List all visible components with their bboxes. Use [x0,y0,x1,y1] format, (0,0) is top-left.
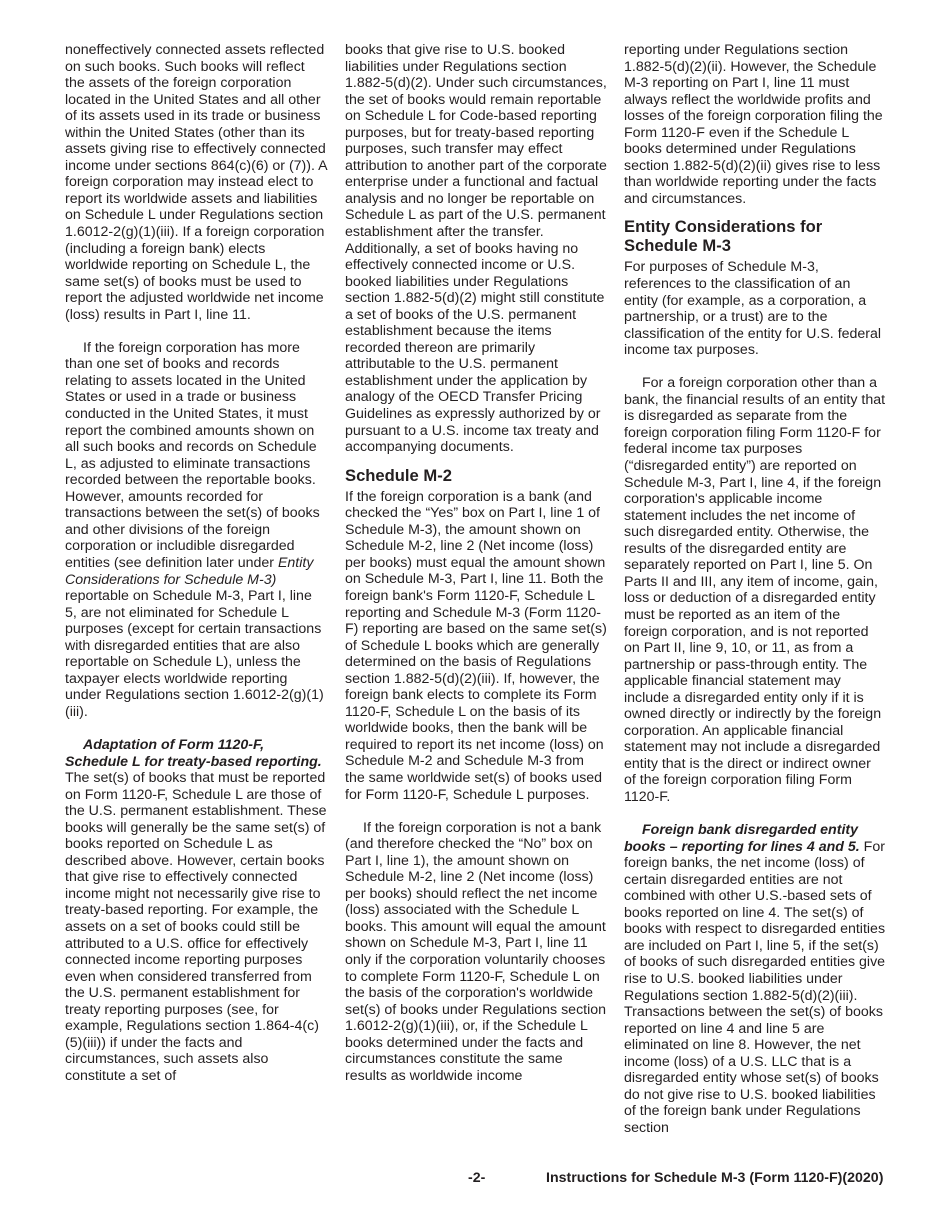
column-3 [624,42,886,1136]
paragraph [65,737,327,1084]
text-run: For foreign banks, the net income (loss) of certain disregarded entities are not combined with other U.S.-based sets of books reported on line 4. The set(s) of books with respect to disregarded entities are included on Part I, line 5, if the set(s) of books of such disregarded entities give rise to U.S. booked liabilities under Regulations section 1.882-5(d)(2)(iii). Transactions between the set(s) of books reported on line 4 and line 5 are eliminated on line 8. However, the net income (loss) of a U.S. LLC that is a disregarded entity whose set(s) of books do not give rise to U.S. booked liabilities of the foreign bank under Regulations section [624,838,886,1136]
paragraph [624,822,886,1136]
run-in-heading: Foreign bank disregarded entity books – reporting for lines 4 and 5. [624,822,860,855]
page-number: -2- [468,1170,486,1186]
column-2 [345,42,607,1084]
text-run: If the foreign corporation has more than one set of books and records relating to assets located in the United States or used in a trade or business conducted in the United States, it must report the combined amounts shown on all such books and records on Schedule L, as adjusted to eliminate transactions recorded between the reportable books. However, amounts recorded for transactions between the set(s) of books and other divisions of the foreign corporation or includible disregarded entities (see definition later under [65,339,320,571]
column-1 [65,42,327,1084]
paragraph [65,340,327,721]
cross-reference: Entity Considerations for Schedule M-3) [65,554,314,588]
text-run: The set(s) of books that must be reported on Form 1120-F, Schedule L are those of the U.S. permanent establishment. These books will generally be the same set(s) of books reported on Schedule L as described above. However, certain books that give rise to effectively connected income might not necessarily give rise to treaty-based reporting. For example, the assets on a set of books could still be attributed to a U.S. office for effectively connected income reporting purposes even when considered transferred from the U.S. permanent establishment for treaty reporting purposes (see, for example, Regulations section 1.864-4(c)(5)(iii)) if under the facts and circumstances, such assets also constitute a set of [65,770,327,1084]
paragraph: reporting under Regulations section 1.882-5(d)(2)(ii). However, the Schedule M-3 reporting on Part I, line 11 must always reflect the worldwide profits and losses of the foreign corporation filing the Form 1120-F even if the Schedule L books determined under Regulations section 1.882-5(d)(2)(ii) gives rise to less than worldwide reporting under the facts and circumstances. [624,42,883,207]
paragraph: For a foreign corporation other than a bank, the financial results of an entity that is disregarded as separate from the foreign corporation filing Form 1120-F for federal income tax purposes (“disregarded entity”) are reported on Schedule M-3, Part I, line 4, if the foreign corporation's applicable income statement includes the net income of such disregarded entity. Otherwise, the results of the disregarded entity are separately reported on Part I, line 5. On Parts II and III, any item of income, gain, loss or deduction of a disregarded entity must be reported as an item of the foreign corporation, and is not reported on Part II, line 9, 10, or 11, as from a partnership or pass-through entity. The applicable financial statement may include a disregarded entity only if it is owned directly or indirectly by the foreign corporation. An applicable financial statement may not include a disregarded entity that is the direct or indirect owner of the foreign corporation filing Form 1120-F. [624,375,886,805]
run-in-heading: Adaptation of Form 1120-F, Schedule L for treaty-based reporting. [65,736,322,770]
paragraph: If the foreign corporation is not a bank (and therefore checked the “No” box on Part I, line 1), the amount shown on Schedule M-2, line 2 (Net income (loss) per books) should reflect the net income (loss) associated with the Schedule L books. This amount will equal the amount shown on Schedule M-3, Part I, line 11 only if the corporation voluntarily chooses to complete Form 1120-F, Schedule L on the basis of the corporation's worldwide set(s) of books under Regulations section 1.6012-2(g)(1)(iii), or, if the Schedule L books determined under the facts and circumstances constitute the same results as worldwide income [345,819,607,1084]
section-heading: Schedule M-2 [345,465,452,485]
paragraph: noneffectively connected assets reflected on such books. Such books will reflect the assets of the foreign corporation located in the United States and all other of its assets used in its trade or business within the United States (other than its assets giving rise to effectively connected income under sections 864(c)(6) or (7)). A foreign corporation may instead elect to report its worldwide assets and liabilities on Schedule L under Regulations section 1.6012-2(g)(1)(iii). If a foreign corporation (including a foreign bank) elects worldwide reporting on Schedule L, the same set(s) of books must be used to report the adjusted worldwide net income (loss) results in Part I, line 11. [65,42,327,323]
footer-title: Instructions for Schedule M-3 (Form 1120-F)(2020) [546,1170,884,1186]
text-run: reportable on Schedule M-3, Part I, line 5, are not eliminated for Schedule L purposes (except for certain transactions with disregarded entities that are also reportable on Schedule L), unless the taxpayer elects worldwide reporting under Regulations section 1.6012-2(g)(1)(iii). [65,588,324,720]
section-heading: Entity Considerations for Schedule M-3 [624,217,823,256]
paragraph: For purposes of Schedule M-3, references to the classification of an entity (for example, as a corporation, a partnership, or a trust) are to the classification of the entity for U.S. federal income tax purposes. [624,259,882,359]
paragraph: books that give rise to U.S. booked liabilities under Regulations section 1.882-5(d)(2). Under such circumstances, the set of books would remain reportable on Schedule L for Code-based reporting purposes, but for treaty-based reporting purposes, such transfer may effect attribution to another part of the corporate enterprise under a functional and factual analysis and no longer be reportable on Schedule L as part of the U.S. permanent establishment after the transfer. Additionally, a set of books having no effectively connected income or U.S. booked liabilities under Regulations section 1.882-5(d)(2) might still constitute a set of books of the U.S. permanent establishment because the items recorded thereon are primarily attributable to the U.S. permanent establishment under the application by analogy of the OECD Transfer Pricing Guidelines as expressly authorized by or pursuant to a U.S. income tax treaty and accompanying documents. [345,42,607,456]
paragraph: If the foreign corporation is a bank (and checked the “Yes” box on Part I, line 1 of Schedule M-3), the amount shown on Schedule M-2, line 2 (Net income (loss) per books) must equal the amount shown on Schedule M-3, Part I, line 11. Both the foreign bank's Form 1120-F, Schedule L reporting and Schedule M-3 (Form 1120-F) reporting are based on the same set(s) of Schedule L books which are generally determined on the basis of Regulations section 1.882-5(d)(2)(iii). If, however, the foreign bank elects to complete its Form 1120-F, Schedule L on the basis of its worldwide books, then the bank will be required to report its net income (loss) on Schedule M-2 and Schedule M-3 from the same worldwide set(s) of books used for Form 1120-F, Schedule L purposes. [345,488,607,803]
